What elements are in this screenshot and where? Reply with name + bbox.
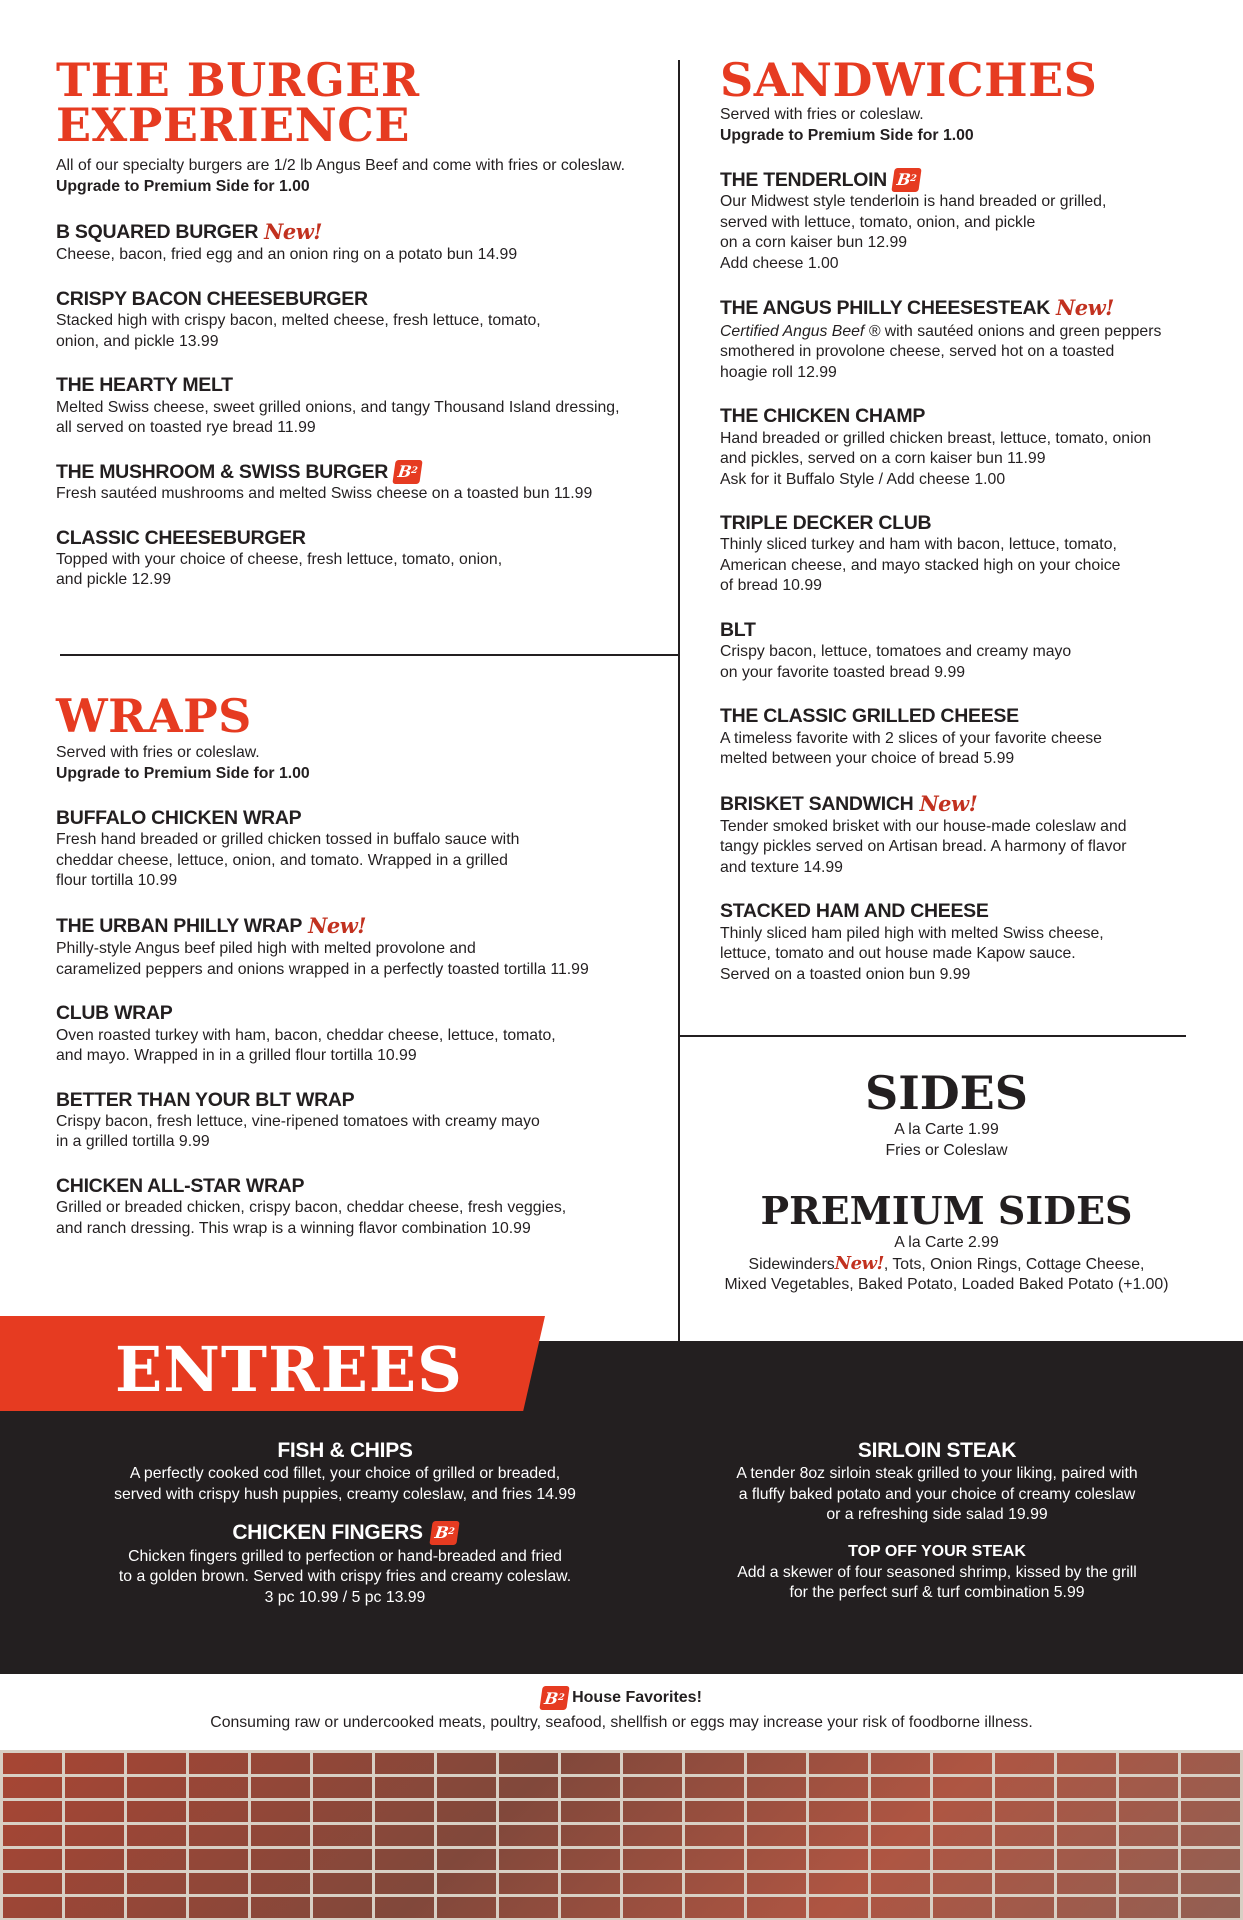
entrees-right	[677, 1437, 1197, 1604]
item-desc: Stacked high with crispy bacon, melted cheese, fresh lettuce, tomato, onion, and pickle 13.99	[56, 312, 541, 350]
b2-logo-icon	[392, 460, 422, 484]
menu-item	[56, 1088, 666, 1153]
menu-item	[720, 404, 1220, 490]
house-favorites-legend	[0, 1686, 1243, 1710]
item-name	[56, 526, 666, 550]
item-name-text: THE URBAN PHILLY WRAP	[56, 914, 303, 937]
item-name	[56, 460, 666, 484]
entree-desc: Add a skewer of four seasoned shrimp, kissed by the grill for the perfect surf & turf combination 5.99	[737, 1563, 1137, 1602]
item-name	[56, 287, 666, 311]
menu-item	[56, 219, 666, 266]
item-name-text: THE CHICKEN CHAMP	[720, 405, 926, 428]
item-name	[720, 404, 1220, 428]
item-desc: Fresh sautéed mushrooms and melted Swiss cheese on a toasted bun 11.99	[56, 485, 593, 503]
item-name	[720, 511, 1220, 535]
menu-item	[56, 460, 666, 505]
wraps-section	[56, 689, 666, 1260]
sides-options: Fries or Coleslaw	[885, 1141, 1008, 1159]
b2-sup: 2	[410, 466, 418, 477]
b2-logo-icon	[429, 1521, 459, 1545]
house-favorites-text: House Favorites!	[572, 1689, 702, 1706]
premium-sides-title: PREMIUM SIDES	[760, 1188, 1133, 1233]
menu-item	[720, 168, 1220, 274]
item-desc: Crispy bacon, lettuce, tomatoes and creamy mayo on your favorite toasted bread 9.99	[720, 643, 1072, 681]
item-desc-italic: Certified Angus Beef ®	[720, 322, 881, 340]
item-name	[56, 913, 666, 939]
item-desc: Oven roasted turkey with ham, bacon, cheddar cheese, lettuce, tomato, and mayo. Wrapped in in a grilled flour tortilla 10.99	[56, 1026, 556, 1065]
item-desc: A timeless favorite with 2 slices of your favorite cheese melted between your choice of bread 5.99	[720, 729, 1102, 768]
item-desc: Our Midwest style tenderloin is hand breaded or grilled, served with lettuce, tomato, onion, and pickle on a corn kaiser bun 12.99 Add cheese 1.00	[720, 193, 1107, 272]
sandwiches-intro	[720, 105, 1220, 146]
item-name	[56, 806, 666, 830]
entree-name-text: FISH & CHIPS	[277, 1439, 413, 1462]
burger-wraps-divider	[60, 654, 679, 656]
premium-sides-first: Sidewinders	[748, 1255, 835, 1273]
item-name-text: THE TENDERLOIN	[720, 169, 887, 192]
footer	[0, 1686, 1243, 1732]
menu-item	[56, 287, 666, 352]
item-name	[720, 618, 1220, 642]
entree-desc: Chicken fingers grilled to perfection or hand-breaded and fried to a golden brown. Served with crispy fries and creamy coleslaw. 3 pc 10.99 / 5 pc 13.99	[118, 1547, 572, 1606]
b2-sup: 2	[557, 1693, 566, 1703]
item-name-text: BETTER THAN YOUR BLT WRAP	[56, 1088, 355, 1111]
item-name-text: STACKED HAM AND CHEESE	[720, 900, 989, 923]
food-safety-warning: Consuming raw or undercooked meats, poultry, seafood, shellfish or eggs may increase your risk of foodborne illness.	[210, 1714, 1033, 1731]
item-name-text: BLT	[720, 618, 756, 641]
sandwiches-section	[720, 53, 1220, 1006]
item-desc: Crispy bacon, fresh lettuce, vine-ripened tomatoes with creamy mayo in a grilled tortilla 9.99	[56, 1112, 540, 1151]
sandwiches-sides-divider	[679, 1035, 1186, 1037]
item-name	[56, 373, 666, 397]
burgers-upgrade: Upgrade to Premium Side for 1.00	[56, 177, 310, 195]
menu-item	[720, 295, 1220, 383]
new-badge: New!	[308, 912, 366, 938]
item-name-text: B SQUARED BURGER	[56, 221, 259, 244]
entree-desc: A tender 8oz sirloin steak grilled to your liking, paired with a fluffy baked potato and your choice of creamy coleslaw or a refreshing side salad 19.99	[736, 1465, 1138, 1524]
premium-sides-line1	[679, 1254, 1214, 1276]
item-name	[56, 1088, 666, 1112]
b2-sup: 2	[447, 1527, 455, 1538]
item-name-text: BRISKET SANDWICH	[720, 792, 914, 815]
sides-section	[679, 1066, 1214, 1161]
sandwiches-upgrade: Upgrade to Premium Side for 1.00	[720, 126, 974, 144]
sides-title: SIDES	[865, 1066, 1028, 1120]
item-desc: Fresh hand breaded or grilled chicken tossed in buffalo sauce with cheddar cheese, lettuce, onion, and tomato. Wrapped in a grilled flour tortilla 10.99	[56, 831, 520, 890]
b2-letter: B	[895, 170, 912, 190]
item-name	[56, 1174, 666, 1198]
new-badge: New!	[1056, 295, 1114, 321]
wraps-title: WRAPS	[56, 689, 252, 743]
item-name-text: CLASSIC CHEESEBURGER	[56, 526, 306, 549]
item-desc: Melted Swiss cheese, sweet grilled onions, and tangy Thousand Island dressing, all served on toasted rye bread 11.99	[56, 398, 620, 437]
burgers-section	[56, 53, 666, 612]
wraps-intro	[56, 743, 666, 784]
premium-sides-rest: , Tots, Onion Rings, Cottage Cheese,	[883, 1255, 1145, 1273]
item-name-text: BUFFALO CHICKEN WRAP	[56, 807, 302, 830]
new-badge: New!	[919, 790, 978, 816]
b2-letter: B	[543, 1688, 560, 1708]
entree-name-text: SIRLOIN STEAK	[857, 1439, 1017, 1462]
entree-name-text: CHICKEN FINGERS	[232, 1521, 423, 1545]
sides-price: A la Carte 1.99	[894, 1121, 999, 1138]
item-name-text: THE HEARTY MELT	[56, 374, 233, 397]
b2-logo-icon	[539, 1686, 569, 1710]
menu-item	[56, 1174, 666, 1239]
item-desc: Tender smoked brisket with our house-made coleslaw and tangy pickles served on Artisan bread. A harmony of flavor and texture 14.99	[720, 817, 1127, 876]
entree-name	[85, 1519, 605, 1546]
item-desc-text: with sautéed onions and green peppers smothered in provolone cheese, served hot on a toasted hoagie roll 12.99	[720, 322, 1162, 381]
menu-item	[56, 373, 666, 438]
item-name	[56, 1001, 666, 1025]
item-name	[720, 295, 1220, 321]
b2-logo-icon	[891, 168, 921, 192]
wraps-intro-text: Served with fries or coleslaw.	[56, 744, 260, 762]
menu-item	[56, 1001, 666, 1066]
item-name-text: TRIPLE DECKER CLUB	[720, 512, 932, 535]
item-desc	[720, 322, 1220, 384]
menu-item	[56, 913, 666, 980]
brick-wall-image	[0, 1750, 1243, 1920]
menu-item	[720, 704, 1220, 769]
menu-item	[56, 526, 666, 591]
item-desc: Topped with your choice of cheese, fresh lettuce, tomato, onion, and pickle 12.99	[56, 550, 503, 589]
item-desc: Grilled or breaded chicken, crispy bacon, cheddar cheese, fresh veggies, and ranch dressing. This wrap is a winning flavor combination 10.99	[56, 1199, 567, 1237]
new-badge: New!	[834, 1252, 884, 1274]
item-name	[720, 791, 1220, 817]
burgers-title-line2: EXPERIENCE	[56, 98, 410, 153]
item-name-text: CLUB WRAP	[56, 1002, 173, 1025]
item-desc: Thinly sliced ham piled high with melted Swiss cheese, lettuce, tomato and out house made Kapow sauce. Served on a toasted onion bun 9.99	[720, 924, 1104, 983]
item-name	[56, 219, 666, 245]
item-name-text: THE CLASSIC GRILLED CHEESE	[720, 705, 1019, 728]
item-name-text: CRISPY BACON CHEESEBURGER	[56, 287, 368, 310]
item-name-text: THE ANGUS PHILLY CHEESESTEAK	[720, 297, 1051, 320]
b2-letter: B	[396, 461, 413, 481]
item-name	[720, 168, 1220, 192]
item-desc: Philly-style Angus beef piled high with melted provolone and caramelized peppers and onions wrapped in a perfectly toasted tortilla 11.99	[56, 940, 589, 978]
b2-sup: 2	[909, 174, 917, 185]
menu-item	[720, 618, 1220, 683]
item-name-text: CHICKEN ALL-STAR WRAP	[56, 1174, 305, 1197]
menu-item	[720, 791, 1220, 879]
item-desc: Hand breaded or grilled chicken breast, lettuce, tomato, onion and pickles, served on a corn kaiser bun 11.99 Ask for it Buffalo Style / Add cheese 1.00	[720, 429, 1152, 488]
new-badge: New!	[264, 219, 322, 245]
entrees-left	[85, 1437, 605, 1608]
entree-name	[677, 1437, 1197, 1464]
menu-item	[56, 806, 666, 892]
entree-addon-name: TOP OFF YOUR STEAK	[848, 1542, 1026, 1560]
wraps-upgrade: Upgrade to Premium Side for 1.00	[56, 764, 310, 782]
menu-item	[720, 511, 1220, 597]
entree-desc: A perfectly cooked cod fillet, your choice of grilled or breaded, served with crispy hush puppies, creamy coleslaw, and fries 14.99	[114, 1465, 576, 1503]
item-desc: Cheese, bacon, fried egg and an onion ring on a potato bun 14.99	[56, 246, 518, 264]
sandwiches-intro-text: Served with fries or coleslaw.	[720, 106, 924, 124]
item-name	[720, 704, 1220, 728]
burgers-intro-text: All of our specialty burgers are 1/2 lb Angus Beef and come with fries or coleslaw.	[56, 157, 625, 175]
burgers-intro	[56, 156, 666, 197]
item-name	[720, 899, 1220, 923]
premium-sides-price: A la Carte 2.99	[894, 1234, 999, 1251]
item-desc: Thinly sliced turkey and ham with bacon, lettuce, tomato, American cheese, and mayo stacked high on your choice of bread 10.99	[720, 536, 1121, 595]
burgers-title-line1: THE BURGER	[56, 53, 420, 107]
b2-letter: B	[433, 1522, 450, 1542]
menu-item	[720, 899, 1220, 985]
sandwiches-title: SANDWICHES	[720, 53, 1098, 107]
entree-name	[85, 1437, 605, 1464]
premium-sides-section	[679, 1188, 1214, 1296]
burgers-title	[56, 53, 666, 153]
premium-sides-line2: Mixed Vegetables, Baked Potato, Loaded Baked Potato (+1.00)	[724, 1276, 1169, 1293]
entrees-title: ENTREES	[115, 1333, 463, 1406]
item-name-text: THE MUSHROOM & SWISS BURGER	[56, 460, 389, 483]
